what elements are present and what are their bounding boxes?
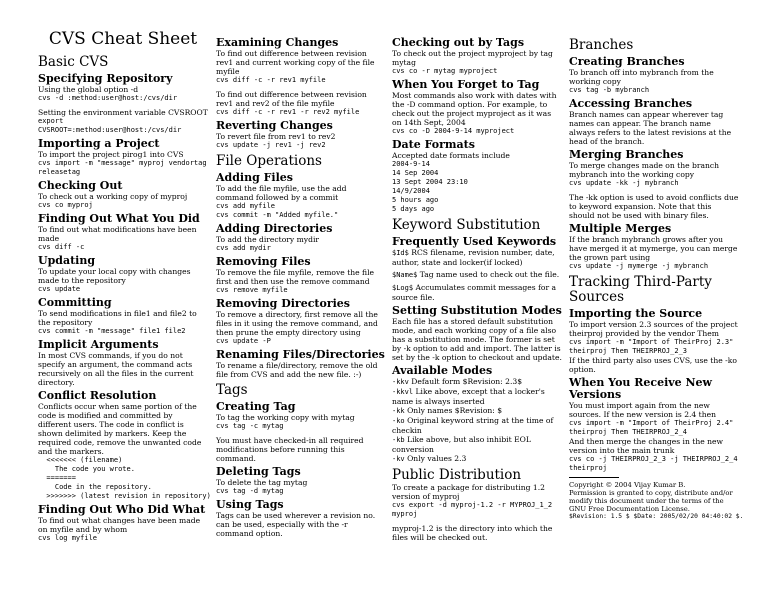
mode-def <box>392 387 562 406</box>
mode-desc: Like above, but also inhibit EOL conversion <box>392 435 531 454</box>
code-line: cvs update -P <box>216 337 271 345</box>
text: To create a package for distributing 1.2 version of myproj <box>392 483 546 501</box>
text: To rename a file/directory, remove the old file from CVS and add the new file. :-) <box>216 361 378 379</box>
mode-def <box>392 406 562 416</box>
section-basic-cvs: Basic CVS <box>38 54 109 70</box>
text: To delete the tag mytag <box>216 478 308 487</box>
code-line: theirproj <box>569 464 607 472</box>
code-line: cvs tag -c mytag <box>216 422 284 430</box>
code-line: The code you wrote. <box>38 465 135 473</box>
code-line: cvs export -d myproj-1.2 -r MYPROJ_1_2 <box>392 501 553 509</box>
text: Conflicts occur when same portion of the code is modified and committed by different users. The code in conflict is shown delimited by markers. Keep the required code, remove the unwanted code and the markers. <box>38 402 202 456</box>
code-line: 2004-9-14 <box>392 160 430 168</box>
code-line: cvs log myfile <box>38 534 98 542</box>
code-line: export <box>38 117 64 125</box>
text: To check out a working copy of myproj <box>38 192 188 201</box>
revision-line: $Revision: 1.5 $ $Date: 2005/02/20 04:40:02 $. <box>569 513 744 520</box>
mode-term: -kk <box>392 407 405 415</box>
page-title: CVS Cheat Sheet <box>48 29 198 49</box>
keyword-term: $Name$ <box>392 271 418 279</box>
text: Tags can be used wherever a revision no. can be used, especially with the -r command option. <box>216 511 376 538</box>
code-line: cvs update <box>38 285 81 293</box>
text: To find out what modifications have been made <box>38 225 197 243</box>
text: To import the project pirog1 into CVS <box>38 150 184 159</box>
heading-adding-files: Adding Files <box>216 171 293 184</box>
code-line: releasetag <box>38 168 81 176</box>
code-line: cvs update -j mymerge -j mybranch <box>569 262 709 270</box>
text: Branch names can appear wherever tag names can appear. The branch name always refers to the latest revisions at the head of the branch. <box>569 110 732 146</box>
keyword-def <box>392 270 562 280</box>
mode-desc: Default form $Revision: 2.3$ <box>411 377 523 386</box>
heading-new-versions: When You Receive New Versions <box>569 376 712 401</box>
heading-renaming: Renaming Files/Directories <box>216 348 385 361</box>
code-line: 5 days ago <box>392 205 435 213</box>
heading-specifying-repository: Specifying Repository <box>38 72 173 85</box>
mode-def <box>392 377 562 387</box>
code-line: cvs commit -m "message" file1 file2 <box>38 327 186 335</box>
keyword-desc: Accumulates commit messages for a source file. <box>392 283 557 302</box>
heading-removing-directories: Removing Directories <box>216 297 350 310</box>
text: To import version 2.3 sources of the project theirproj provided by the vendor Them <box>569 320 738 338</box>
text: The -kk option is used to avoid conflicts due to keyword expansion. Note that this should not be used with binary files. <box>569 193 739 220</box>
heading-checking-out: Checking Out <box>38 179 123 192</box>
code-line: >>>>>>> (latest revision in repository) <box>38 492 211 500</box>
text: To send modifications in file1 and file2 to the repository <box>38 309 197 327</box>
heading-implicit-arguments: Implicit Arguments <box>38 338 159 351</box>
mode-desc: Only values 2.3 <box>407 454 467 463</box>
code-line: cvs co myproj <box>38 201 93 209</box>
code-line: theirproj Them THEIRPROJ_2_4 <box>569 428 688 436</box>
code-line: cvs co -D 2004-9-14 myproject <box>392 127 515 135</box>
column-1 <box>38 29 211 543</box>
mode-desc: Only names $Revision: $ <box>407 406 503 415</box>
text: In most CVS commands, if you do not specify an argument, the command acts recursively on all the files in the current directory. <box>38 351 194 387</box>
text: myproj-1.2 is the directory into which the files will be checked out. <box>392 524 553 542</box>
code-line: cvs co -r mytag myproject <box>392 67 498 75</box>
heading-deleting-tags: Deleting Tags <box>216 465 301 478</box>
code-line: 5 hours ago <box>392 196 439 204</box>
code-line: cvs commit -m "Added myfile." <box>216 211 339 219</box>
code-line: cvs diff -c -r rev1 -r rev2 myfile <box>216 108 360 116</box>
code-line: myproj <box>392 510 418 518</box>
code-line: cvs tag -b mybranch <box>569 86 650 94</box>
heading-reverting-changes: Reverting Changes <box>216 119 333 132</box>
mode-desc: Original keyword string at the time of checkin <box>392 416 554 435</box>
text: Most commands also work with dates with the -D command option. For example, to check out the project myproject as it was on 14th Sept, 2004 <box>392 91 557 127</box>
code-line: cvs add myfile <box>216 202 276 210</box>
text: You must import again from the new sources. If the new version is 2.4 then <box>569 401 717 419</box>
text: Each file has a stored default substitution mode, and each working copy of a file also has a substitution mode. The former is set by -k option to add and import. The latter is set by the -k option to checkout and update. <box>392 317 562 362</box>
code-line: cvs diff -c <box>38 243 85 251</box>
text: To merge changes made on the branch mybranch into the working copy <box>569 161 720 179</box>
code-line: cvs import -m "Import of TheirProj 2.3" <box>569 338 734 346</box>
heading-removing-files: Removing Files <box>216 255 311 268</box>
text: Using the global option -d <box>38 85 139 94</box>
code-line: cvs add mydir <box>216 244 271 252</box>
section-public-distribution: Public Distribution <box>392 467 522 483</box>
text: Accepted date formats include <box>392 151 510 160</box>
heading-available-modes: Available Modes <box>392 364 493 377</box>
mode-def <box>392 416 562 435</box>
text: To add the directory mydir <box>216 235 320 244</box>
code-line: cvs import -m "message" myproj vendortag <box>38 159 207 167</box>
heading-conflict-resolution: Conflict Resolution <box>38 389 157 402</box>
section-branches: Branches <box>569 37 634 53</box>
keyword-desc: Tag name used to check out the file. <box>419 270 560 279</box>
code-line: 13 Sept 2004 23:10 <box>392 178 468 186</box>
text: To check out the project myproject by tag mytag <box>392 49 553 67</box>
heading-creating-branches: Creating Branches <box>569 55 685 68</box>
divider <box>569 477 619 478</box>
code-line: cvs remove myfile <box>216 286 288 294</box>
mode-def <box>392 435 562 454</box>
heading-creating-tag: Creating Tag <box>216 400 296 413</box>
keyword-def <box>392 283 562 302</box>
text: To update your local copy with changes made to the repository <box>38 267 191 285</box>
copyright: Copyright © 2004 Vijay Kumar B. <box>569 481 686 489</box>
mode-term: -kkv <box>392 378 409 386</box>
text: To find out difference between revision rev1 and current working copy of the file myfile <box>216 49 375 76</box>
section-file-operations: File Operations <box>216 153 322 169</box>
column-3 <box>392 34 562 542</box>
heading-finding-out: Finding Out What You Did <box>38 212 200 225</box>
code-line: CVSROOT=:method:user@host:/cvs/dir <box>38 126 182 134</box>
heading-using-tags: Using Tags <box>216 498 284 511</box>
license-text: Permission is granted to copy, distribute and/or modify this document under the terms of the GNU Free Documentation License. <box>569 489 733 513</box>
text: To tag the working copy with mytag <box>216 413 355 422</box>
heading-substitution-modes: Setting Substitution Modes <box>392 304 562 317</box>
text: To branch off into mybranch from the working copy <box>569 68 714 86</box>
code-line: 14/9/2004 <box>392 187 430 195</box>
heading-who-did-what: Finding Out Who Did What <box>38 503 206 516</box>
code-line: Code in the repository. <box>38 483 152 491</box>
text: And then merge the changes in the new version into the main trunk <box>569 437 724 455</box>
text: To remove the file myfile, remove the file first and then use the remove command <box>216 268 375 286</box>
heading-accessing-branches: Accessing Branches <box>569 97 693 110</box>
text: To find out difference between revision rev1 and rev2 of the file myfile <box>216 90 367 108</box>
heading-importing-project: Importing a Project <box>38 137 160 150</box>
heading-updating: Updating <box>38 254 96 267</box>
keyword-term: $Log$ <box>392 284 414 292</box>
heading-merging-branches: Merging Branches <box>569 148 684 161</box>
heading-importing-source: Importing the Source <box>569 307 703 320</box>
keyword-term: $Id$ <box>392 249 409 257</box>
column-2 <box>216 34 386 538</box>
code-line: cvs update -kk -j mybranch <box>569 179 679 187</box>
code-line: cvs import -m "Import of TheirProj 2.4" <box>569 419 734 427</box>
section-keyword-substitution: Keyword Substitution <box>392 217 541 233</box>
text: To add the file myfile, use the add command followed by a commit <box>216 184 347 202</box>
code-line: cvs tag -d mytag <box>216 487 284 495</box>
code-line: theirproj Them THEIRPROJ_2_3 <box>569 347 688 355</box>
code-line: cvs diff -c -r rev1 myfile <box>216 76 326 84</box>
text: Setting the environment variable CVSROOT <box>38 108 208 117</box>
code-line: ======= <box>38 474 76 482</box>
keyword-def <box>392 248 562 267</box>
mode-term: -kv <box>392 455 405 463</box>
text: You must have checked-in all required modifications before running this command. <box>216 436 364 463</box>
mode-term: -ko <box>392 417 405 425</box>
mode-term: -kkvl <box>392 388 414 396</box>
section-tags: Tags <box>216 382 248 398</box>
code-line: <<<<<<< (filename) <box>38 456 123 464</box>
text: If the third party also uses CVS, use the -ko option. <box>569 356 737 374</box>
heading-forget-to-tag: When You Forget to Tag <box>392 78 540 91</box>
code-line: cvs update -j rev1 -j rev2 <box>216 141 326 149</box>
mode-def <box>392 454 562 464</box>
heading-frequently-used-keywords: Frequently Used Keywords <box>392 235 557 248</box>
section-tracking-third-party: Tracking Third-Party Sources <box>569 274 712 305</box>
heading-examining-changes: Examining Changes <box>216 36 339 49</box>
mode-desc: Like above, except that a locker's name is always inserted <box>392 387 545 406</box>
mode-term: -kb <box>392 436 405 444</box>
text: To remove a directory, first remove all the files in it using the remove command, and then prune the empty directory using <box>216 310 378 337</box>
text: To revert file from rev1 to rev2 <box>216 132 336 141</box>
heading-date-formats: Date Formats <box>392 138 475 151</box>
code-line: cvs co -j THEIRPROJ_2_3 -j THEIRPROJ_2_4 <box>569 455 738 463</box>
heading-committing: Committing <box>38 296 112 309</box>
heading-adding-directories: Adding Directories <box>216 222 333 235</box>
column-4 <box>569 34 744 521</box>
code-line: 14 Sep 2004 <box>392 169 439 177</box>
keyword-desc: RCS filename, revision number, date, author, state and locker(if locked) <box>392 248 555 267</box>
code-line: cvs -d :method:user@host:/cvs/dir <box>38 94 178 102</box>
text: To find out what changes have been made on myfile and by whom <box>38 516 201 534</box>
heading-multiple-merges: Multiple Merges <box>569 222 672 235</box>
heading-checkout-by-tags: Checking out by Tags <box>392 36 525 49</box>
text: If the branch mybranch grows after you have merged it at mymerge, you can merge the grown part using <box>569 235 738 262</box>
